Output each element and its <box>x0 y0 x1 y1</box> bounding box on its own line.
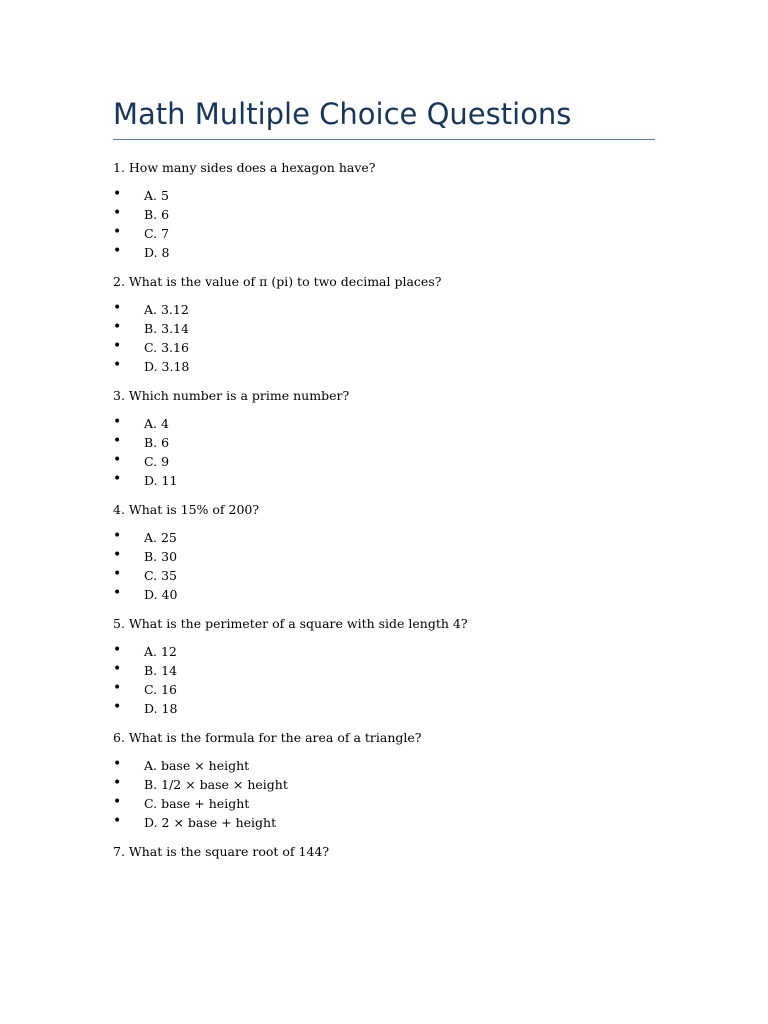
question-4-options <box>113 528 655 604</box>
question-6-option-d <box>113 813 655 832</box>
question-2-option-b <box>113 319 655 338</box>
question-6 <box>113 726 655 832</box>
question-6-option-a <box>113 756 655 775</box>
question-4-option-c <box>113 566 655 585</box>
question-6-option-c <box>113 794 655 813</box>
question-1-option-b <box>113 205 655 224</box>
question-4-text: 4. What is 15% of 200? <box>113 502 260 517</box>
question-6-options <box>113 756 655 832</box>
question-5-option-a <box>113 642 655 661</box>
question-7 <box>113 840 655 864</box>
question-2-options <box>113 300 655 376</box>
option-label: C. 3.16 <box>144 340 189 355</box>
bullet-icon: • <box>113 338 122 354</box>
question-5-option-d <box>113 699 655 718</box>
question-5-option-b <box>113 661 655 680</box>
bullet-icon: • <box>113 186 122 202</box>
question-3-option-c <box>113 452 655 471</box>
bullet-icon: • <box>113 699 122 715</box>
question-6-option-b <box>113 775 655 794</box>
title-underline <box>113 139 655 140</box>
bullet-icon: • <box>113 680 122 696</box>
option-label: D. 8 <box>144 245 170 260</box>
option-label: D. 11 <box>144 473 178 488</box>
question-2-option-a <box>113 300 655 319</box>
question-1-option-a <box>113 186 655 205</box>
bullet-icon: • <box>113 452 122 468</box>
question-2-option-d <box>113 357 655 376</box>
option-label: D. 18 <box>144 701 178 716</box>
bullet-icon: • <box>113 775 122 791</box>
bullet-icon: • <box>113 528 122 544</box>
option-label: D. 40 <box>144 587 178 602</box>
question-5-text: 5. What is the perimeter of a square with side length 4? <box>113 616 468 631</box>
question-5 <box>113 612 655 718</box>
option-label: D. 3.18 <box>144 359 190 374</box>
option-label: A. 25 <box>144 530 177 545</box>
question-1-option-d <box>113 243 655 262</box>
bullet-icon: • <box>113 243 122 259</box>
bullet-icon: • <box>113 585 122 601</box>
question-3-options <box>113 414 655 490</box>
option-label: B. 14 <box>144 663 178 678</box>
bullet-icon: • <box>113 300 122 316</box>
bullet-icon: • <box>113 433 122 449</box>
question-2-option-c <box>113 338 655 357</box>
question-1-text: 1. How many sides does a hexagon have? <box>113 160 376 175</box>
bullet-icon: • <box>113 205 122 221</box>
option-label: A. base × height <box>144 758 250 773</box>
option-label: C. 16 <box>144 682 177 697</box>
option-label: B. 1/2 × base × height <box>144 777 288 792</box>
option-label: B. 6 <box>144 207 170 222</box>
question-5-options <box>113 642 655 718</box>
option-label: B. 6 <box>144 435 170 450</box>
option-label: A. 12 <box>144 644 177 659</box>
question-2 <box>113 270 655 376</box>
question-1-option-c <box>113 224 655 243</box>
option-label: D. 2 × base + height <box>144 815 277 830</box>
option-label: C. 7 <box>144 226 170 241</box>
bullet-icon: • <box>113 319 122 335</box>
bullet-icon: • <box>113 661 122 677</box>
question-5-option-c <box>113 680 655 699</box>
bullet-icon: • <box>113 756 122 772</box>
question-list <box>113 156 655 864</box>
question-3-option-a <box>113 414 655 433</box>
question-4-option-a <box>113 528 655 547</box>
question-4-option-d <box>113 585 655 604</box>
bullet-icon: • <box>113 414 122 430</box>
bullet-icon: • <box>113 471 122 487</box>
option-label: A. 4 <box>144 416 169 431</box>
bullet-icon: • <box>113 547 122 563</box>
bullet-icon: • <box>113 794 122 810</box>
bullet-icon: • <box>113 813 122 829</box>
bullet-icon: • <box>113 642 122 658</box>
option-label: A. 3.12 <box>144 302 189 317</box>
option-label: B. 3.14 <box>144 321 189 336</box>
option-label: C. 35 <box>144 568 177 583</box>
question-4 <box>113 498 655 604</box>
question-7-text: 7. What is the square root of 144? <box>113 844 330 859</box>
question-6-text: 6. What is the formula for the area of a triangle? <box>113 730 422 745</box>
question-1 <box>113 156 655 262</box>
bullet-icon: • <box>113 566 122 582</box>
question-3-option-b <box>113 433 655 452</box>
question-3-text: 3. Which number is a prime number? <box>113 388 350 403</box>
option-label: B. 30 <box>144 549 178 564</box>
option-label: C. 9 <box>144 454 170 469</box>
option-label: A. 5 <box>144 188 169 203</box>
bullet-icon: • <box>113 224 122 240</box>
question-1-options <box>113 186 655 262</box>
question-3 <box>113 384 655 490</box>
question-4-option-b <box>113 547 655 566</box>
option-label: C. base + height <box>144 796 250 811</box>
question-3-option-d <box>113 471 655 490</box>
bullet-icon: • <box>113 357 122 373</box>
question-2-text: 2. What is the value of π (pi) to two decimal places? <box>113 274 442 289</box>
document-title: Math Multiple Choice Questions <box>113 97 572 131</box>
